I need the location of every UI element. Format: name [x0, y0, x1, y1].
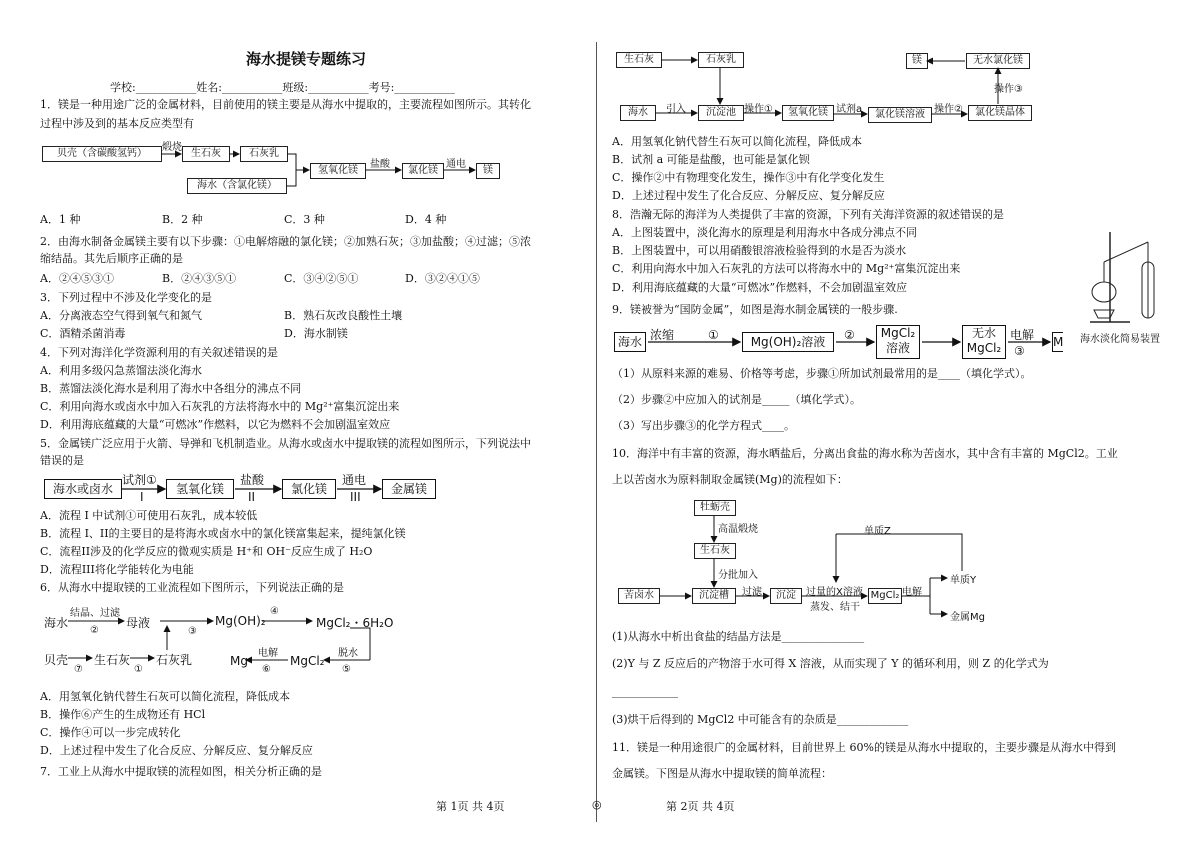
flow-label-introduce: 引入 [666, 104, 686, 115]
flow-box-mgcl2-solution: 氯化镁溶液 [868, 107, 932, 123]
q7-option-b: B．试剂 a 可能是盐酸，也可能是氯化钡 [612, 153, 810, 166]
flow-step-6: ⑥ [262, 664, 271, 675]
q1-option-a: A．1 种 [40, 213, 81, 226]
flow-label-hcl: 盐酸 [240, 473, 265, 487]
q1-option-d: D．4 种 [405, 213, 447, 226]
flow-box-mgoh2: 氢氧化镁 [782, 105, 834, 121]
flow-label-reagent-a: 试剂a [836, 104, 863, 115]
flow-step-1: I [140, 490, 144, 504]
q2-option-d: D．③②④①⑤ [405, 272, 480, 285]
flow-step-7: ⑦ [74, 664, 83, 675]
flow-text-shell: 贝壳 [44, 653, 69, 667]
q9-sub1: （1）从原料来源的难易、价格等考虑，步骤①所加试剂最常用的是____（填化学式）。 [612, 367, 1032, 380]
q11-text: 11．镁是一种用途很广的金属材料，目前世界上 60%的镁是从海水中提取的，主要步骤是从海水中得到 [612, 741, 1116, 754]
flow-box-precipitate: 沉淀 [770, 588, 802, 604]
q10-sub3: (3)烘干后得到的 MgCl2 中可能含有的杂质是_____________ [612, 713, 909, 726]
flow-box-mgcl2: 氯化镁 [282, 479, 336, 499]
flow-label-calcine: 煅烧 [162, 142, 182, 153]
flow-box-limewater: 石灰乳 [240, 146, 288, 162]
footer-page-1: 第 1页 共 4页 [436, 800, 505, 813]
q8-option-a: A．上图装置中，淡化海水的原理是利用海水中各成分沸点不同 [612, 226, 917, 239]
page-2 [600, 0, 1200, 847]
flow-box-mgcl2-solution [876, 325, 920, 359]
q5-text-2: 错误的是 [40, 454, 84, 467]
q7-option-c: C．操作②中有物理变化发生，操作③中有化学变化发生 [612, 171, 885, 184]
flow-box-mgcl2-formula: MgCl₂ [880, 326, 916, 340]
flow-step-3: III [350, 490, 361, 504]
column-divider [596, 42, 597, 822]
flow-label-electrolysis: 电解 [902, 587, 922, 598]
flow-box-shell: 贝壳（含碳酸氢钙） [42, 146, 162, 162]
q6-option-b: B．操作⑥产生的生成物还有 HCl [40, 708, 206, 721]
flow-box-seawater-brine: 海水或卤水 [44, 479, 122, 499]
q6-option-d: D．上述过程中发生了化合反应、分解反应、复分解反应 [40, 744, 313, 757]
flow-box-seawater: 海水 [620, 105, 656, 121]
q4-option-d: D．利用海底蕴藏的大量“可燃冰”作燃料，以它为燃料不会加剧温室效应 [40, 418, 391, 431]
flow-label-batch-add: 分批加入 [718, 570, 758, 581]
flow-label-calcine: 高温煅烧 [718, 524, 758, 535]
flow-output-metal-mg: 金属Mg [950, 612, 985, 623]
flow-label-operation1: 操作① [744, 104, 773, 115]
q5-option-c: C．流程II涉及的化学反应的微观实质是 H⁺和 OH⁻反应生成了 H₂O [40, 545, 373, 558]
q6-option-c: C．操作④可以一步完成转化 [40, 726, 181, 739]
flow-label-electrolysis: 电解 [258, 648, 278, 659]
q1-option-c: C．3 种 [284, 213, 325, 226]
q6-option-a: A．用氢氧化钠代替生石灰可以简化流程，降低成本 [40, 690, 290, 703]
q9-sub2: （2）步骤②中应加入的试剂是_____（填化学式）。 [612, 393, 861, 406]
flow-step-1: ① [134, 664, 143, 675]
flow-box-mgcl2: 氯化镁 [402, 163, 444, 179]
flow-text-mgoh2: Mg(OH)₂ [215, 614, 266, 628]
q7-option-a: A．用氢氧化钠代替生石灰可以简化流程，降低成本 [612, 135, 862, 148]
q5-option-d: D．流程III将化学能转化为电能 [40, 563, 194, 576]
flow-box-quicklime: 生石灰 [616, 52, 662, 68]
flow-text-mgcl2: MgCl₂ [290, 654, 325, 668]
flow-box-mgoh2-solution: Mg(OH)₂溶液 [742, 332, 834, 352]
flow-box-anhydrous-mgcl2: 无水氯化镁 [966, 53, 1030, 69]
flow-box-settling-tank: 沉淀池 [698, 105, 744, 121]
q4-option-a: A．利用多级闪急蒸馏法淡化海水 [40, 364, 202, 377]
footer-page-2: 第 2页 共 4页 [666, 800, 735, 813]
flow-box-mgcl2-formula-2: MgCl₂ [966, 341, 1002, 355]
flow-label-reagent1: 试剂① [122, 473, 157, 487]
page-title: 海水提镁专题练习 [246, 50, 367, 68]
q9-text: 9．镁被誉为“国防金属”，如图是海水制金属镁的一般步骤. [612, 303, 898, 316]
q1-text-2: 过程中涉及到的基本反应类型有 [40, 117, 194, 130]
q1-option-b: B．2 种 [162, 213, 203, 226]
flow-label-evaporate: 蒸发、结干 [810, 602, 860, 613]
flow-label-crystallize: 结晶、过滤 [70, 608, 120, 619]
flow-box-metal-mg: 金属镁 [382, 479, 436, 499]
q9-sub3: （3）写出步骤③的化学方程式____。 [612, 419, 795, 432]
q10-sub2-blank: ____________ [612, 685, 678, 698]
q2-option-a: A．②④⑤③① [40, 272, 114, 285]
q11-text-2: 金属镁。下图是从海水中提取镁的简单流程： [612, 767, 832, 780]
q8-option-c: C．利用向海水中加入石灰乳的方法可以将海水中的 Mg²⁺富集沉淀出来 [612, 262, 961, 275]
flow-step-2: ② [90, 625, 99, 636]
flow-box-limewater: 石灰乳 [698, 52, 744, 68]
q3-option-b: B．熟石灰改良酸性土壤 [284, 309, 403, 322]
flow-label-electrolysis: 电解 [1010, 328, 1035, 342]
q2-text: 2．由海水制备金属镁主要有以下步骤：①电解熔融的氯化镁；②加熟石灰；③加盐酸；④过滤；⑤浓 [40, 235, 531, 248]
q2-option-b: B．②④③⑤① [162, 272, 237, 285]
q10-text: 10．海洋中有丰富的资源，海水晒盐后，分离出食盐的海水称为苦卤水，其中含有丰富的 MgCl2。工业 [612, 447, 1118, 460]
q4-option-c: C．利用向海水或卤水中加入石灰乳的方法将海水中的 Mg²⁺富集沉淀出来 [40, 400, 400, 413]
desalination-caption: 海水淡化简易装置 [1080, 334, 1160, 345]
flow-step-1: ① [708, 328, 719, 342]
q8-option-b: B．上图装置中，可以用硝酸银溶液检验得到的水是否为淡水 [612, 244, 907, 257]
flow-text-mgcl2-hydrate: MgCl₂・6H₂O [316, 616, 394, 630]
flow-label-dehydrate: 脱水 [338, 648, 358, 659]
flow-text-seawater: 海水 [44, 616, 69, 630]
flow-step-4: ④ [270, 606, 279, 617]
flow-label-operation2: 操作② [934, 104, 963, 115]
flow-step-2: II [248, 490, 256, 504]
flow-step-2: ② [844, 328, 855, 342]
footer-center-mark: ◎ [592, 798, 602, 811]
flow-output-element-y: 单质Y [950, 575, 977, 586]
flow-box-mg: 镁 [906, 53, 928, 69]
flow-text-mother-liquor: 母液 [126, 616, 151, 630]
flow-text-limewater: 石灰乳 [156, 653, 193, 667]
flow-label-element-z: 单质Z [864, 526, 891, 537]
flow-text-quicklime: 生石灰 [94, 653, 131, 667]
flow-text-mg: Mg [230, 654, 248, 668]
q10-sub2: (2)Y 与 Z 反应后的产物溶于水可得 X 溶液，从而实现了 Y 的循环利用，则 Z 的化学式为 [612, 657, 1049, 670]
page-1 [0, 0, 590, 847]
flow-step-3: ③ [188, 626, 197, 637]
q2-text-2: 缩结晶。其先后顺序正确的是 [40, 252, 183, 265]
q4-text: 4．下列对海洋化学资源利用的有关叙述错误的是 [40, 346, 278, 359]
student-info-line: 学校:___________姓名:___________班级:___________考号:___________ [110, 81, 455, 94]
flow-label-concentrate: 浓缩 [650, 328, 675, 342]
q3-option-c: C．酒精杀菌消毒 [40, 327, 126, 340]
q8-option-d: D．利用海底蕴藏的大量“可燃冰”作燃料，不会加剧温室效应 [612, 281, 908, 294]
q5-option-a: A．流程 I 中试剂①可使用石灰乳，成本较低 [40, 509, 258, 522]
flow-box-bittern: 苦卤水 [618, 588, 660, 604]
q2-option-c: C．③④②⑤① [284, 272, 359, 285]
flow-label-excess-x: 过量的X溶液 [806, 587, 863, 598]
q10-sub1: (1)从海水中析出食盐的结晶方法是_______________ [612, 630, 865, 643]
flow-box-quicklime: 生石灰 [182, 146, 230, 162]
flow-box-solution-word: 溶液 [885, 341, 910, 355]
q4-option-b: B．蒸馏法淡化海水是利用了海水中各组分的沸点不同 [40, 382, 302, 395]
q3-text: 3．下列过程中不涉及化学变化的是 [40, 291, 212, 304]
flow-box-mgcl2: MgCl₂ [868, 588, 902, 604]
flow-box-anhydrous-word: 无水 [971, 326, 996, 340]
flow-step-5: ⑤ [342, 664, 351, 675]
flow-label-electrolysis: 通电 [446, 159, 466, 170]
flow-step-3: ③ [1014, 344, 1025, 358]
q8-text: 8．浩瀚无际的海洋为人类提供了丰富的资源，下列有关海洋资源的叙述错误的是 [612, 208, 1004, 221]
flow-box-quicklime: 生石灰 [694, 543, 736, 559]
q10-text-2: 上以苦卤水为原料制取金属镁(Mg)的流程如下： [612, 473, 848, 486]
q6-text: 6．从海水中提取镁的工业流程如下图所示，下列说法正确的是 [40, 581, 344, 594]
q3-option-a: A．分离液态空气得到氧气和氮气 [40, 309, 202, 322]
q5-option-b: B．流程 I、II的主要目的是将海水或卤水中的氯化镁富集起来，提纯氯化镁 [40, 527, 406, 540]
flow-box-mgoh2: 氢氧化镁 [166, 479, 234, 499]
flow-box-anhydrous-mgcl2 [962, 325, 1006, 359]
q5-text: 5．金属镁广泛应用于火箭、导弹和飞机制造业。从海水或卤水中提取镁的流程如图所示，下列说法中 [40, 437, 531, 450]
flow-box-mg: 镁 [476, 163, 500, 179]
flow-box-oyster-shell: 牡蛎壳 [694, 500, 736, 516]
flow-box-metal-partial: M [1052, 332, 1063, 352]
flow-box-mgoh2: 氢氧化镁 [310, 163, 366, 179]
q3-option-d: D．海水制镁 [284, 327, 348, 340]
flow-label-operation3: 操作③ [994, 84, 1023, 95]
flow-label-electrolysis: 通电 [342, 473, 367, 487]
flow-box-seawater: 海水 [614, 332, 646, 352]
flow-box-precipitation-tank: 沉淀槽 [692, 588, 736, 604]
flow-label-hcl: 盐酸 [370, 159, 390, 170]
flow-label-filter: 过滤 [742, 587, 762, 598]
desalination-apparatus-image [1070, 222, 1160, 332]
q1-text: 1．镁是一种用途广泛的金属材料，目前使用的镁主要是从海水中提取的，主要流程如图所示。其转化 [40, 98, 531, 111]
q7-option-d: D．上述过程中发生了化合反应、分解反应、复分解反应 [612, 189, 885, 202]
q7-text: 7．工业上从海水中提取镁的流程如图，相关分析正确的是 [40, 765, 322, 778]
flow-box-mgcl2-crystal: 氯化镁晶体 [968, 105, 1032, 121]
flow-box-seawater: 海水（含氯化镁） [187, 178, 287, 194]
